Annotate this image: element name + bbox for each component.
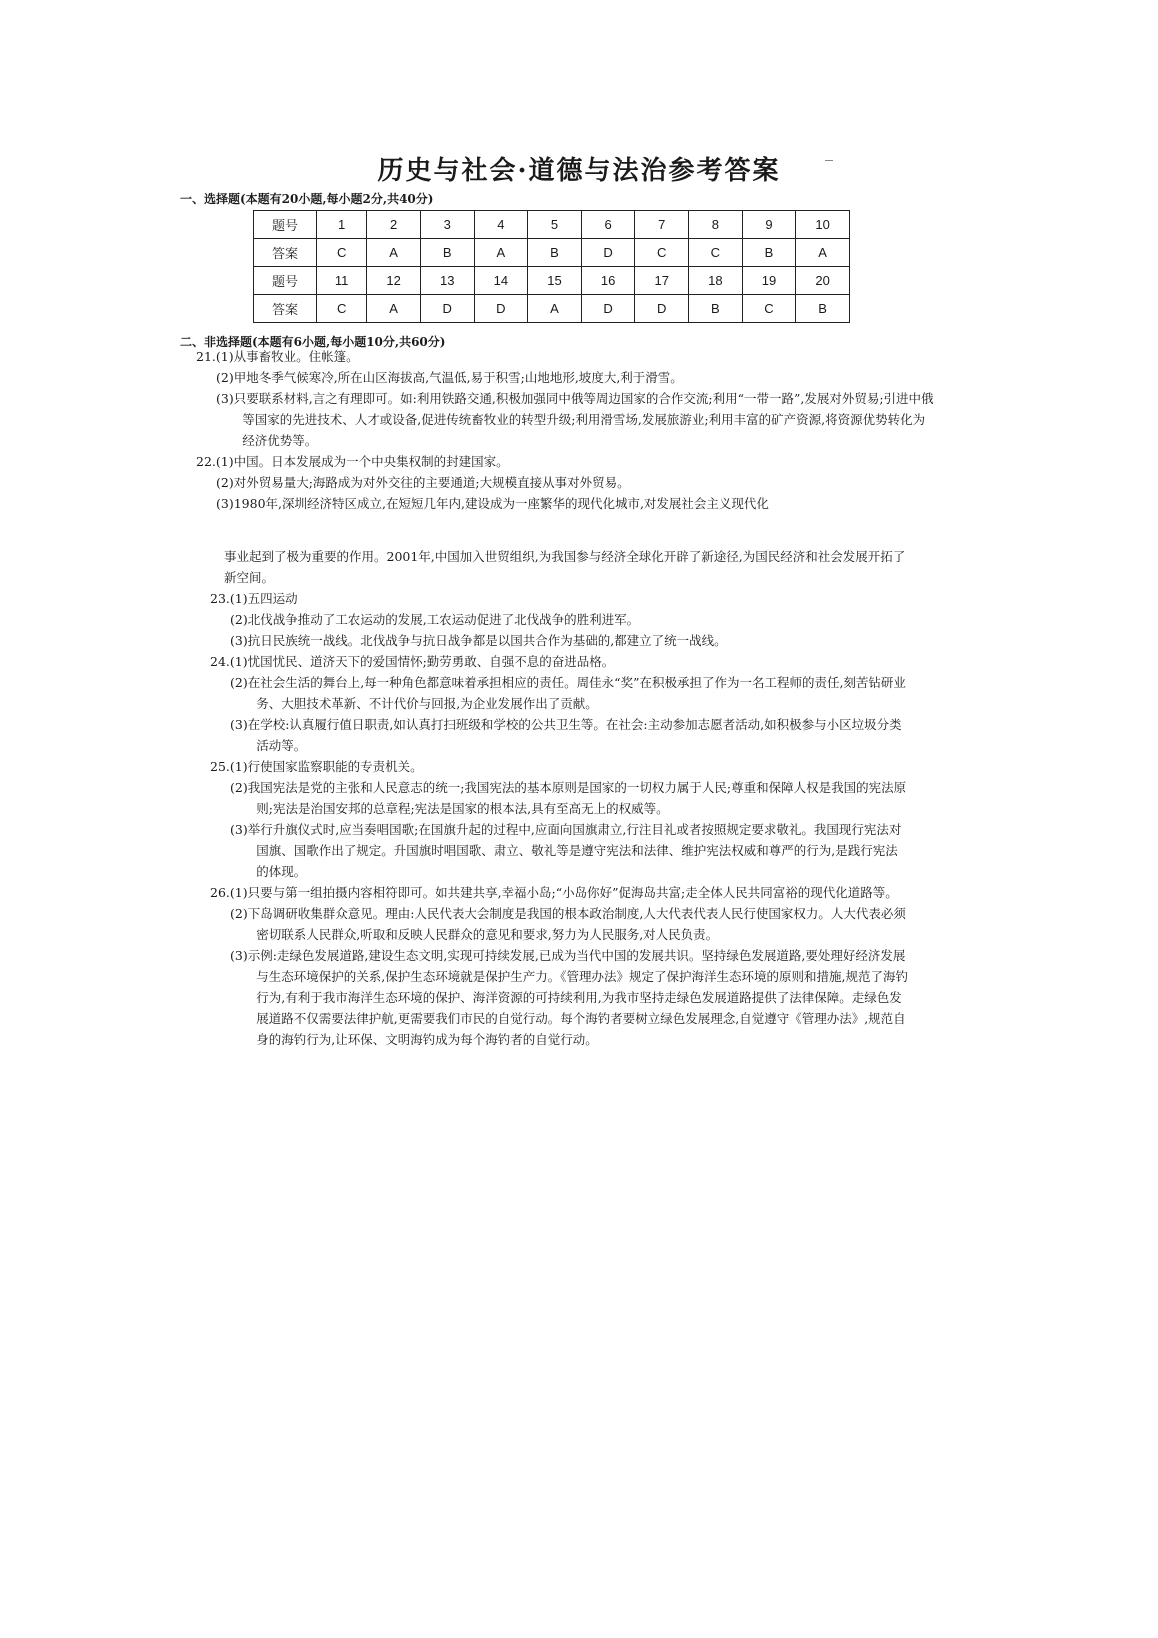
answers-upper bbox=[196, 346, 936, 514]
row-label: 答案 bbox=[254, 239, 317, 267]
table-cell: D bbox=[581, 239, 635, 267]
table-cell: B bbox=[796, 295, 850, 323]
table-cell: 9 bbox=[742, 211, 796, 239]
section-nonchoice-heading: 二、非选择题(本题有6小题,每小题10分,共60分) bbox=[180, 335, 446, 349]
table-cell: 8 bbox=[689, 211, 743, 239]
q22-part3b: 事业起到了极为重要的作用。2001年,中国加入世贸组织,为我国参与经济全球化开辟了新途径,为国民经济和社会发展开拓了新空间。 bbox=[224, 549, 906, 585]
q23-part1: 23.(1)五四运动 bbox=[210, 591, 298, 606]
table-cell: C bbox=[635, 239, 689, 267]
q24-part3: (3)在学校:认真履行值日职责,如认真打扫班级和学校的公共卫生等。在社会:主动参加志愿者活动,如积极参与小区垃圾分类活动等。 bbox=[230, 717, 902, 753]
table-cell: C bbox=[742, 295, 796, 323]
table-cell: 7 bbox=[635, 211, 689, 239]
q23-part3: (3)抗日民族统一战线。北伐战争与抗日战争都是以国共合作为基础的,都建立了统一战线。 bbox=[230, 633, 727, 648]
q24-part2: (2)在社会生活的舞台上,每一种角色都意味着承担相应的责任。周佳永“奖”在积极承担了作为一名工程师的责任,刻苦钻研业务、大胆技术革新、不计代价与回报,为企业发展作出了贡献。 bbox=[230, 675, 906, 711]
table-cell: 16 bbox=[581, 267, 635, 295]
page-title: 历史与社会·道德与法治参考答案 bbox=[377, 156, 781, 186]
table-cell: D bbox=[420, 295, 474, 323]
q25-part1: 25.(1)行使国家监察职能的专责机关。 bbox=[210, 759, 423, 774]
table-cell: A bbox=[528, 295, 582, 323]
q26-part1: 26.(1)只要与第一组拍摄内容相符即可。如共建共享,幸福小岛;“小岛你好”促海岛共富;走全体人民共同富裕的现代化道路等。 bbox=[210, 885, 898, 900]
answers-lower bbox=[210, 546, 910, 1050]
q22-part2: (2)对外贸易量大;海路成为对外交往的主要通道;大规模直接从事对外贸易。 bbox=[216, 475, 630, 490]
table-cell: A bbox=[367, 295, 421, 323]
q25-part2: (2)我国宪法是党的主张和人民意志的统一;我国宪法的基本原则是国家的一切权力属于人民;尊重和保障人权是我国的宪法原则;宪法是治国安邦的总章程;宪法是国家的根本法,具有至高无上的权威等。 bbox=[230, 780, 907, 816]
table-cell: 10 bbox=[796, 211, 850, 239]
table-cell: 15 bbox=[528, 267, 582, 295]
table-cell: 17 bbox=[635, 267, 689, 295]
q26-part2: (2)下岛调研收集群众意见。理由:人民代表大会制度是我国的根本政治制度,人大代表代表人民行使国家权力。人大代表必须密切联系人民群众,听取和反映人民群众的意见和要求,努力为人民服务,对人民负责。 bbox=[230, 906, 906, 942]
row-label: 题号 bbox=[254, 211, 317, 239]
table-cell: 13 bbox=[420, 267, 474, 295]
table-cell: 4 bbox=[474, 211, 528, 239]
table-cell: 19 bbox=[742, 267, 796, 295]
row-label: 题号 bbox=[254, 267, 317, 295]
table-cell: 5 bbox=[528, 211, 582, 239]
table-cell: 20 bbox=[796, 267, 850, 295]
table-cell: D bbox=[474, 295, 528, 323]
table-cell: B bbox=[689, 295, 743, 323]
table-cell: C bbox=[317, 295, 367, 323]
table-cell: B bbox=[420, 239, 474, 267]
q23-part2: (2)北伐战争推动了工农运动的发展,工农运动促进了北伐战争的胜利进军。 bbox=[230, 612, 640, 627]
table-cell: D bbox=[635, 295, 689, 323]
table-cell: A bbox=[796, 239, 850, 267]
q25-part3: (3)举行升旗仪式时,应当奏唱国歌;在国旗升起的过程中,应面向国旗肃立,行注目礼或者按照规定要求敬礼。我国现行宪法对国旗、国歌作出了规定。升国旗时唱国歌、肃立、敬礼等是遵守宪法和法律、维护宪法权威和尊严的行为,是践行宪法的体现。 bbox=[230, 822, 902, 879]
table-cell: C bbox=[317, 239, 367, 267]
table-cell: 14 bbox=[474, 267, 528, 295]
table-cell: 12 bbox=[367, 267, 421, 295]
table-cell: B bbox=[742, 239, 796, 267]
q22-part1: 22.(1)中国。日本发展成为一个中央集权制的封建国家。 bbox=[196, 454, 509, 469]
q21-part1: 21.(1)从事畜牧业。住帐篷。 bbox=[196, 349, 359, 364]
table-cell: C bbox=[689, 239, 743, 267]
table-cell: 18 bbox=[689, 267, 743, 295]
q26-part3: (3)示例:走绿色发展道路,建设生态文明,实现可持续发展,已成为当代中国的发展共识。坚持绿色发展道路,要处理好经济发展与生态环境保护的关系,保护生态环境就是保护生产力。《管理办法》规定了保护海洋生态环境的原则和措施,规范了海钓行为,有利于我市海洋生态环境的保护、海洋资源的可持续利用,为我市坚持走绿色发展道路提供了法律保障。走绿色发展道路不仅需要法律护航,更需要我们市民的自觉行动。每个海钓者要树立绿色发展理念,自觉遵守《管理办法》,规范自身的海钓行为,让环保、文明海钓成为每个海钓者的自觉行动。 bbox=[230, 948, 908, 1047]
q22-part3a: (3)1980年,深圳经济特区成立,在短短几年内,建设成为一座繁华的现代化城市,对发展社会主义现代化 bbox=[216, 496, 769, 511]
table-row bbox=[254, 267, 850, 295]
table-cell: D bbox=[581, 295, 635, 323]
table-cell: 1 bbox=[317, 211, 367, 239]
table-cell: A bbox=[474, 239, 528, 267]
table-cell: A bbox=[367, 239, 421, 267]
table-row bbox=[254, 211, 850, 239]
table-row bbox=[254, 239, 850, 267]
q24-part1: 24.(1)忧国忧民、道济天下的爱国情怀;勤劳勇敢、自强不息的奋进品格。 bbox=[210, 654, 615, 669]
table-cell: 11 bbox=[317, 267, 367, 295]
table-row bbox=[254, 295, 850, 323]
table-cell: B bbox=[528, 239, 582, 267]
q21-part3: (3)只要联系材料,言之有理即可。如:利用铁路交通,积极加强同中俄等周边国家的合作交流;利用“一带一路”,发展对外贸易;引进中俄等国家的先进技术、人才或设备,促进传统畜牧业的转型升级;利用滑雪场,发展旅游业;利用丰富的矿产资源,将资源优势转化为经济优势等。 bbox=[216, 391, 934, 448]
table-cell: 6 bbox=[581, 211, 635, 239]
table-cell: 2 bbox=[367, 211, 421, 239]
row-label: 答案 bbox=[254, 295, 317, 323]
q21-part2: (2)甲地冬季气候寒冷,所在山区海拔高,气温低,易于积雪;山地地形,坡度大,利于滑雪。 bbox=[216, 370, 683, 385]
section-choice-heading: 一、选择题(本题有20小题,每小题2分,共40分) bbox=[180, 192, 434, 206]
table-cell: 3 bbox=[420, 211, 474, 239]
answer-table bbox=[253, 210, 850, 323]
